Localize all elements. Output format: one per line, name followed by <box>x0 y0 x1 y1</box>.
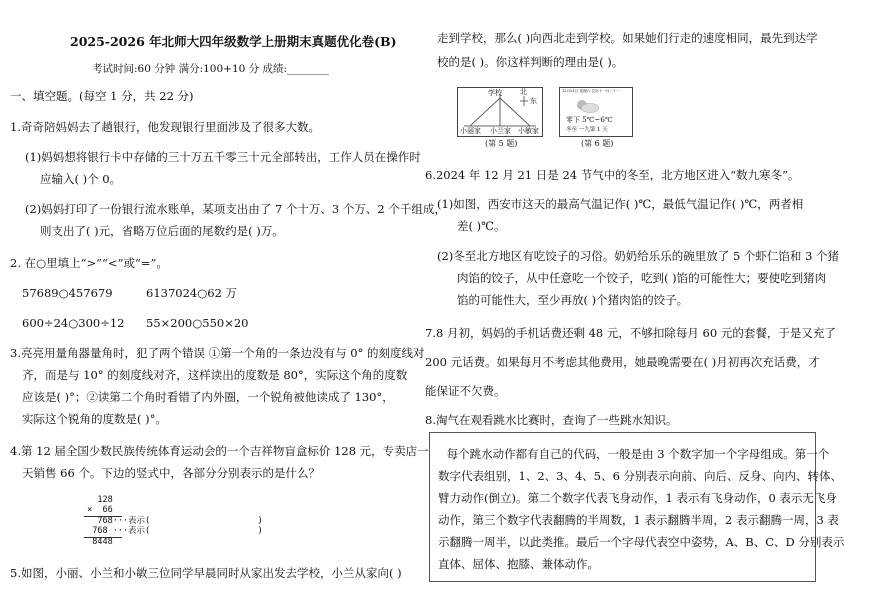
figure-6-caption: (第 6 题) <box>581 139 614 148</box>
calc-row-4: 768 ···表示( ) <box>82 526 263 536</box>
q5-line2: 走到学校，那么( )向西北走到学校。如果她们行走的速度相同，最先到达学 <box>437 31 818 45</box>
q2-item-d: 55×200○550×20 <box>146 316 249 330</box>
q6-stem: 6.2024 年 12 月 21 日是 24 节气中的冬至，北方地区进入“数九寒冬”。 <box>425 168 800 182</box>
q1-part2-line2: 则支出了( )元，省略万位后面的尾数约是( )万。 <box>40 224 284 238</box>
q7-line3: 能保证不欠费。 <box>425 384 506 398</box>
q1-part1-line2: 应输入( )个 0。 <box>40 172 122 186</box>
q5-line1: 5.如图，小丽、小兰和小敏三位同学早晨同时从家出发去学校，小兰从家向( ) <box>10 566 402 580</box>
exam-info: 考试时间:60 分钟 满分:100+10 分 成绩:________ <box>92 63 330 75</box>
q3-line2: 齐，而是与 10° 的刻度线对齐，这样读出的度数是 80°，实际这个角的度数 <box>22 368 408 382</box>
q6-part2-line3: 馅的可能性大，至少再放( )个猪肉馅的饺子。 <box>457 293 689 307</box>
q5-line3: 校的是( )。你这样判断的理由是( )。 <box>437 55 624 69</box>
q3-line1: 3.亮亮用量角器量角时，犯了两个错误 ①第一个角的一条边没有与 0° 的刻度线对 <box>10 346 425 360</box>
q7-line1: 7.8 月初，妈妈的手机话费还剩 48 元，不够扣除每月 60 元的套餐，于是又充了 <box>425 326 836 340</box>
home-label-xiaolan: 小兰家 <box>490 127 511 135</box>
q1-part2-line1: (2)妈妈打印了一份银行流水账单，某项支出由了 7 个十万、3 个万、2 个千组成， <box>25 202 446 216</box>
weather-header: 12月21日 星期六 农历十一月二十一 <box>562 89 621 93</box>
q6-part2-line2: 肉馅的饺子，从中任意吃一个饺子，吃到( )馅的可能性大；要使吃到猪肉 <box>457 271 827 285</box>
figure-5-caption: (第 5 题) <box>485 139 518 148</box>
temperature-range: 零下 5℃~6℃ <box>566 116 613 124</box>
q4-line1: 4.第 12 届全国少数民族传统体育运动会的一个吉祥物盲盒标价 128 元，专卖店一 <box>10 444 429 458</box>
q2-stem: 2. 在○里填上“>”“<”或“=”。 <box>10 256 168 270</box>
q1-part1-line1: (1)妈妈想将银行卡中存储的三十万五千零三十元全部转出，工作人员在操作时 <box>25 150 421 164</box>
q7-line2: 200 元话费。如果每月不考虑其他费用，她最晚需要在( )月初再次充话费，才 <box>425 355 820 369</box>
q1-stem: 1.奇奇陪妈妈去了趟银行，他发现银行里面涉及了很多大数。 <box>10 120 320 134</box>
calc-row-5: 8448 <box>82 537 113 547</box>
info-line-4: 动作，第三个数字代表翻腾的半周数，1 表示翻腾半周，2 表示翻腾一周，3 表 <box>438 513 839 527</box>
info-line-2: 数字代表组别，1、2、3、4、5、6 分别表示向前、向后、反身、向内、转体、 <box>438 469 843 483</box>
q2-item-a: 57689○457679 <box>22 286 113 300</box>
q2-item-c: 600÷24○300÷12 <box>22 316 125 330</box>
q6-part1-line1: (1)如图，西安市这天的最高气温记作( )℃，最低气温记作( )℃，两者相 <box>437 197 804 211</box>
info-line-3: 臂力动作(倒立)。第二个数字代表飞身动作，1 表示有飞身动作，0 表示无飞身 <box>438 491 837 505</box>
east-label: 东 <box>530 97 537 105</box>
calc-row-3: 768···表示( ) <box>82 516 263 526</box>
solar-term-info: 冬至 一九第 1 天 <box>566 127 608 133</box>
page-title: 2025-2026 年北师大四年级数学上册期末真题优化卷(B) <box>70 34 397 49</box>
q8-stem: 8.淘气在观看跳水比赛时，查询了一些跳水知识。 <box>425 413 678 427</box>
school-label: 学校 <box>488 89 502 97</box>
q2-item-b: 6137024○62 万 <box>146 286 238 300</box>
info-line-1: 每个跳水动作都有自己的代码，一般是由 3 个数字加一个字母组成。第一个 <box>432 447 830 461</box>
q3-line4: 实际这个锐角的度数是( )°。 <box>22 412 167 426</box>
north-label: 北 <box>520 88 527 96</box>
section-heading: 一、填空题。(每空 1 分，共 22 分) <box>10 89 194 103</box>
info-line-5: 示翻腾一周半，以此类推。最后一个字母代表空中姿势，A、B、C、D 分别表示 <box>438 535 845 549</box>
q4-line2: 天销售 66 个。下边的竖式中，各部分分别表示的是什么？ <box>22 466 320 480</box>
figure-6-weather <box>559 87 633 137</box>
calc-row-1: 128 <box>82 495 113 505</box>
q6-part1-line2: 差( )℃。 <box>457 219 506 233</box>
q6-part2-line1: (2)冬至北方地区有吃饺子的习俗。奶奶给乐乐的碗里放了 5 个虾仁馅和 3 个猪 <box>437 249 840 263</box>
diving-info-box <box>429 432 845 582</box>
figure-5-map <box>457 87 543 137</box>
calc-row-2: × 66 <box>82 505 113 515</box>
info-line-6: 直体、屈体、抱膝、兼体动作。 <box>438 557 599 571</box>
home-label-xiaoli: 小丽家 <box>460 127 481 135</box>
q3-line3: 应该是( )°；②读第二个角时看错了内外圈，一个锐角被他读成了 130°， <box>22 390 394 404</box>
home-label-xiaomin: 小敏家 <box>518 127 539 135</box>
